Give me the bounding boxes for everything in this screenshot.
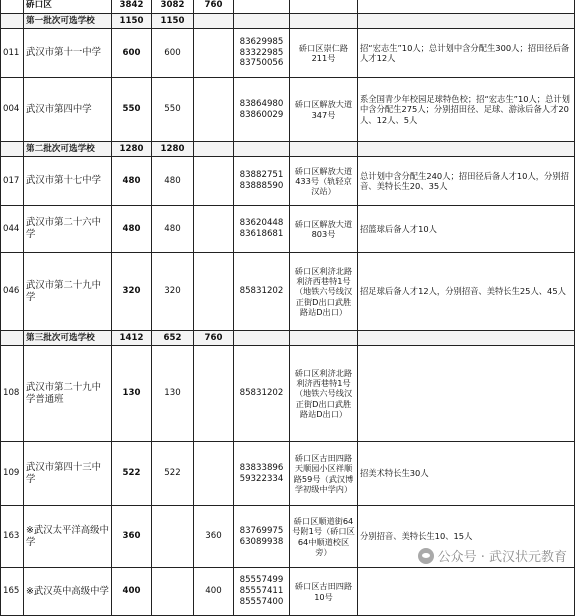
district-total: 3842 <box>112 0 152 14</box>
school-b: 400 <box>194 568 234 616</box>
batch-total: 1280 <box>112 142 152 157</box>
school-total: 480 <box>112 206 152 253</box>
school-name: 武汉市第二十九中学 <box>24 253 112 331</box>
school-b <box>194 78 234 142</box>
school-note: 招“宏志生”10人；总计划中含分配生300人；招田径后备人才12人 <box>358 29 575 78</box>
school-address: 硚口区利济北路利济西巷特1号（地铁六号线汉正街D出口武胜路站D出口） <box>290 253 358 331</box>
school-b <box>194 442 234 506</box>
batch-header-2 <box>1 142 575 157</box>
school-note: 系全国青少年校园足球特色校；招“宏志生”10人；总计划中含分配生275人；分别招田径、足球、游泳后备人才20人、12人、5人 <box>358 78 575 142</box>
school-b <box>194 29 234 78</box>
school-note: 招篮球后备人才10人 <box>358 206 575 253</box>
district-a: 3082 <box>152 0 194 14</box>
school-total: 320 <box>112 253 152 331</box>
wechat-icon <box>418 548 434 564</box>
batch-a: 652 <box>152 331 194 346</box>
school-b: 360 <box>194 506 234 568</box>
batch-a: 1150 <box>152 14 194 29</box>
school-a: 522 <box>152 442 194 506</box>
school-address: 硚口区古田四路天顺园小区祥顺路59号（武汉博学初级中学内） <box>290 442 358 506</box>
school-phones: 85557499 85557411 85557400 <box>234 568 290 616</box>
school-address: 硚口区解放大道 803号 <box>290 206 358 253</box>
school-code: 011 <box>1 29 24 78</box>
school-a: 600 <box>152 29 194 78</box>
school-a: 550 <box>152 78 194 142</box>
school-a: 320 <box>152 253 194 331</box>
school-name: 武汉市第四十三中学 <box>24 442 112 506</box>
table-row <box>1 29 575 78</box>
school-name: 武汉市第二十六中学 <box>24 206 112 253</box>
batch-total: 1412 <box>112 331 152 346</box>
school-a: 480 <box>152 206 194 253</box>
batch-label: 第三批次可选学校 <box>24 331 112 346</box>
watermark-text: 公众号 · 武汉状元教育 <box>437 550 567 565</box>
school-code: 108 <box>1 346 24 442</box>
watermark <box>418 546 567 565</box>
school-phones: 83769975 63089938 <box>234 506 290 568</box>
batch-a: 1280 <box>152 142 194 157</box>
school-note: 总计划中含分配生240人；招田径后备人才10人，分别招音、美特长生20、35人 <box>358 157 575 206</box>
school-code: 109 <box>1 442 24 506</box>
school-total: 522 <box>112 442 152 506</box>
school-note: 招美术特长生30人 <box>358 442 575 506</box>
school-name: 武汉市第十七中学 <box>24 157 112 206</box>
school-address: 硚口区崇仁路 211号 <box>290 29 358 78</box>
table-row <box>1 442 575 506</box>
school-note: 招足球后备人才12人，分别招音、美特长生25人、45人 <box>358 253 575 331</box>
school-code: 044 <box>1 206 24 253</box>
school-code: 017 <box>1 157 24 206</box>
school-name: 武汉市第十一中学 <box>24 29 112 78</box>
school-a <box>152 506 194 568</box>
school-b <box>194 253 234 331</box>
table-row <box>1 78 575 142</box>
school-address: 硚口区顺道街64号附1号（硚口区64中顺道校区旁） <box>290 506 358 568</box>
table-row <box>1 157 575 206</box>
school-code: 004 <box>1 78 24 142</box>
school-address: 硚口区解放大道 433号（轨轻京汉站） <box>290 157 358 206</box>
batch-header-3 <box>1 331 575 346</box>
school-phones: 83833896 59322334 <box>234 442 290 506</box>
school-b <box>194 346 234 442</box>
district-row <box>1 0 575 14</box>
school-address: 硚口区解放大道 347号 <box>290 78 358 142</box>
school-b <box>194 157 234 206</box>
table-row <box>1 346 575 442</box>
school-total: 130 <box>112 346 152 442</box>
school-phones: 85831202 <box>234 253 290 331</box>
table-row <box>1 253 575 331</box>
district-b: 760 <box>194 0 234 14</box>
batch-label: 第二批次可选学校 <box>24 142 112 157</box>
batch-b: 760 <box>194 331 234 346</box>
school-b <box>194 206 234 253</box>
school-phones: 85831202 <box>234 346 290 442</box>
school-code: 163 <box>1 506 24 568</box>
district-name: 硚口区 <box>24 0 112 14</box>
school-note <box>358 346 575 442</box>
school-name: ※武汉英中高级中学 <box>24 568 112 616</box>
school-total: 550 <box>112 78 152 142</box>
school-total: 400 <box>112 568 152 616</box>
school-phones: 83882751 83888590 <box>234 157 290 206</box>
school-total: 480 <box>112 157 152 206</box>
school-total: 600 <box>112 29 152 78</box>
school-a: 480 <box>152 157 194 206</box>
school-address: 硚口区利济北路利济西巷特1号（地铁六号线汉正街D出口武胜路站D出口） <box>290 346 358 442</box>
batch-label: 第一批次可选学校 <box>24 14 112 29</box>
school-code: 165 <box>1 568 24 616</box>
batch-header-1 <box>1 14 575 29</box>
cell-empty <box>1 0 24 14</box>
school-name: ※武汉太平洋高级中学 <box>24 506 112 568</box>
school-note <box>358 568 575 616</box>
school-address: 硚口区古田四路 10号 <box>290 568 358 616</box>
table-row <box>1 206 575 253</box>
school-name: 武汉市第四中学 <box>24 78 112 142</box>
school-phones: 83629985 83322985 83750056 <box>234 29 290 78</box>
school-note: 分别招音、美特长生10、15人 <box>358 506 575 568</box>
school-name: 武汉市第二十九中学普通班 <box>24 346 112 442</box>
school-code: 046 <box>1 253 24 331</box>
school-total: 360 <box>112 506 152 568</box>
school-phones: 83620448 83618681 <box>234 206 290 253</box>
school-a <box>152 568 194 616</box>
school-phones: 83864980 83860029 <box>234 78 290 142</box>
school-a: 130 <box>152 346 194 442</box>
batch-total: 1150 <box>112 14 152 29</box>
table-row <box>1 568 575 616</box>
